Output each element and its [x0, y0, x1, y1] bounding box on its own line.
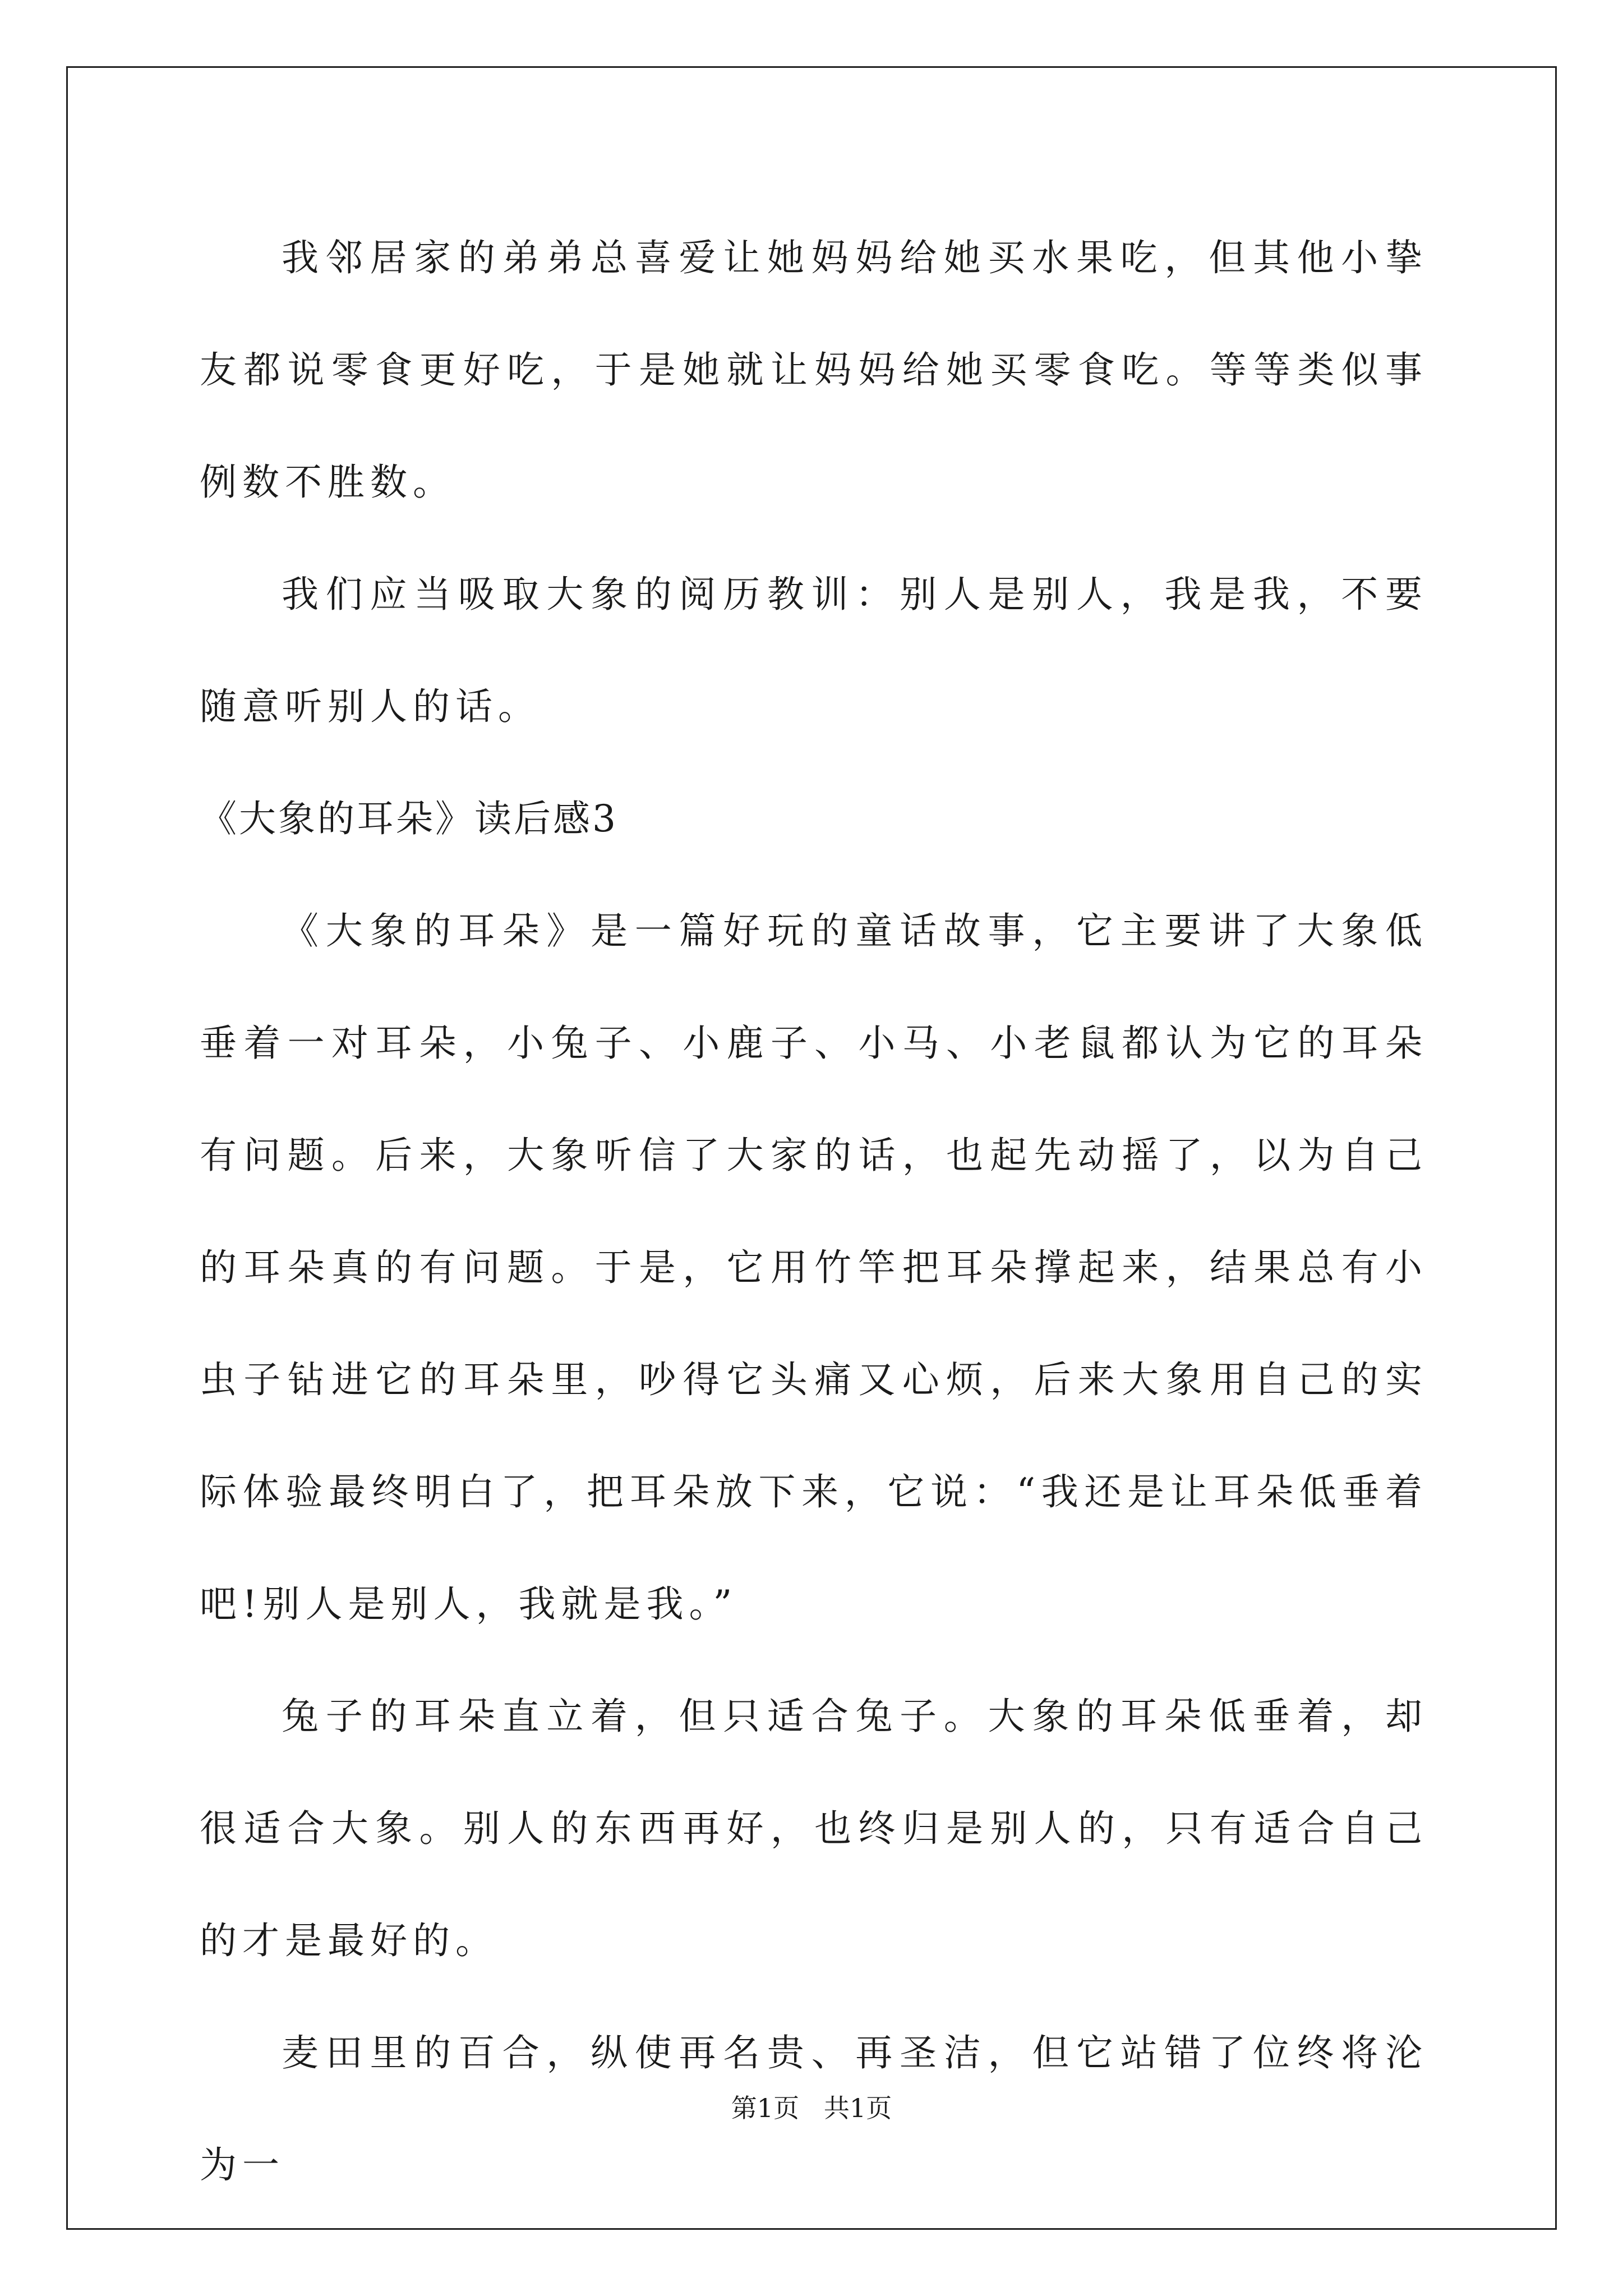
page-number-footer: 第1页 共1页 — [731, 2093, 892, 2123]
paragraph: 我邻居家的弟弟总喜爱让她妈妈给她买水果吃，但其他小挚友都说零食更好吃，于是她就让妈妈给她买零食吃。等等类似事例数不胜数。 — [200, 236, 1428, 504]
paragraph: 麦田里的百合，纵使再名贵、再圣洁，但它站错了位终将沦为一 — [200, 2031, 1428, 2187]
paragraph: 兔子的耳朵直立着，但只适合兔子。大象的耳朵低垂着，却很适合大象。别人的东西再好，也终归是别人的，只有适合自己的才是最好的。 — [200, 1695, 1428, 1962]
paragraph: 我们应当吸取大象的阅历教训：别人是别人，我是我，不要随意听别人的话。 — [200, 573, 1428, 728]
section-heading: 《大象的耳朵》读后感3 — [200, 797, 618, 840]
paragraph: 《大象的耳朵》是一篇好玩的童话故事，它主要讲了大象低垂着一对耳朵，小兔子、小鹿子、小马、小老鼠都认为它的耳朵有问题。后来，大象听信了大家的话，也起先动摇了，以为自己的耳朵真的有问题。于是，它用竹竿把耳朵撑起来，结果总有小虫子钻进它的耳朵里，吵得它头痛又心烦，后来大象用自己的实际体验最终明白了，把耳朵放下来，它说：“我还是让耳朵低垂着吧!别人是别人，我就是我。” — [200, 909, 1428, 1626]
document-body — [200, 202, 1428, 2221]
